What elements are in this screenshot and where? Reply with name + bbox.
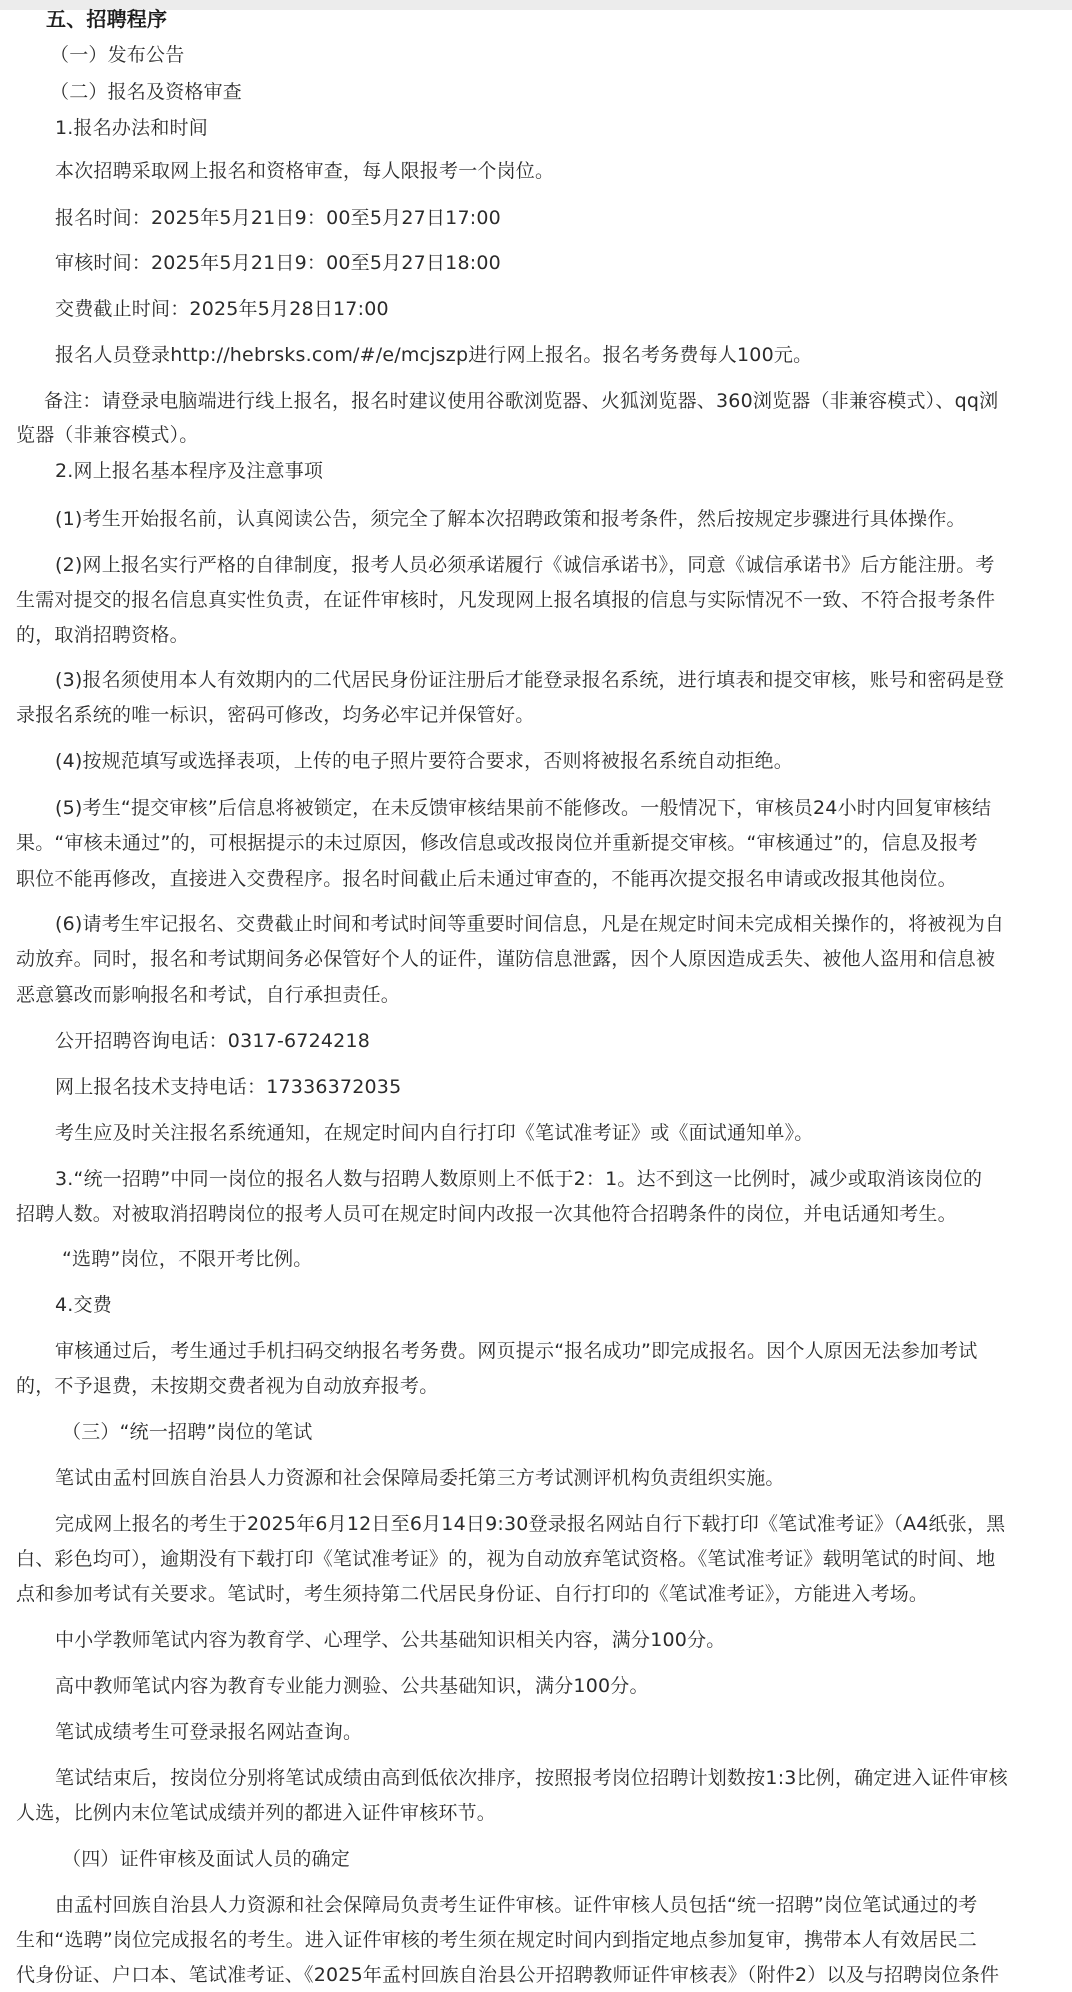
text-line: (6)请考生牢记报名、交费截止时间和考试时间等重要时间信息，凡是在规定时间未完成相关操作的，将被视为自: [55, 913, 1005, 935]
text-line: 笔试结束后，按岗位分别将笔试成绩由高到低依次排序，按照报考岗位招聘计划数按1:3比例，确定进入证件审核: [55, 1767, 1008, 1789]
text-line: 生需对提交的报名信息真实性负责，在证件审核时，凡发现网上报名填报的信息与实际情况不一致、不符合报考条件: [16, 589, 996, 611]
text-line: 人选，比例内末位笔试成绩并列的都进入证件审核环节。: [16, 1802, 497, 1824]
text-line: 本次招聘采取网上报名和资格审查，每人限报考一个岗位。: [55, 160, 555, 182]
text-line: 录报名系统的唯一标识，密码可修改，均务必牢记并保管好。: [16, 704, 535, 726]
section-title: 五、招聘程序: [46, 7, 168, 31]
text-line: 1.报名办法和时间: [55, 117, 208, 139]
text-line: (3)报名须使用本人有效期内的二代居民身份证注册后才能登录报名系统，进行填表和提交审核，账号和密码是登: [55, 669, 1005, 691]
text-line: （二）报名及资格审查: [50, 81, 243, 103]
text-line: （一）发布公告: [50, 44, 185, 66]
text-line: 报名时间：2025年5月21日9：00至5月27日17:00: [55, 207, 501, 229]
text-line: 动放弃。同时，报名和考试期间务必保管好个人的证件，谨防信息泄露，因个人原因造成丢失、被他人盗用和信息被: [16, 948, 996, 970]
text-line: 报名人员登录http://hebrsks.com/#/e/mcjszp进行网上报名。报名考务费每人100元。: [55, 344, 813, 366]
text-line: 览器（非兼容模式）。: [16, 424, 199, 446]
text-line: 笔试成绩考生可登录报名网站查询。: [55, 1721, 363, 1743]
text-line: 交费截止时间：2025年5月28日17:00: [55, 298, 389, 320]
text-line: 的，取消招聘资格。: [16, 624, 189, 646]
text-line: (4)按规范填写或选择表项，上传的电子照片要符合要求，否则将被报名系统自动拒绝。: [55, 750, 793, 772]
text-line: (2)网上报名实行严格的自律制度，报考人员必须承诺履行《诚信承诺书》，同意《诚信承诺书》后方能注册。考: [55, 554, 995, 576]
text-line: 高中教师笔试内容为教育专业能力测验、公共基础知识，满分100分。: [55, 1675, 649, 1697]
text-line: 3.“统一招聘”中同一岗位的报名人数与招聘人数原则上不低于2：1。达不到这一比例时，减少或取消该岗位的: [55, 1168, 983, 1190]
text-line: 生和“选聘”岗位完成报名的考生。进入证件审核的考生须在规定时间内到指定地点参加复审，携带本人有效居民二: [16, 1929, 977, 1951]
text-line: (5)考生“提交审核”后信息将被锁定，在未反馈审核结果前不能修改。一般情况下，审核员24小时内回复审核结: [55, 797, 992, 819]
text-line: 由孟村回族自治县人力资源和社会保障局负责考生证件审核。证件审核人员包括“统一招聘”岗位笔试通过的考: [55, 1894, 978, 1916]
text-line: 审核通过后，考生通过手机扫码交纳报名考务费。网页提示“报名成功”即完成报名。因个人原因无法参加考试: [55, 1340, 978, 1362]
text-line: 果。“审核未通过”的，可根据提示的未过原因，修改信息或改报岗位并重新提交审核。“审核通过”的，信息及报考: [16, 832, 978, 854]
text-line: 白、彩色均可），逾期没有下载打印《笔试准考证》的，视为自动放弃笔试资格。《笔试准考证》载明笔试的时间、地: [16, 1548, 996, 1570]
text-line: 2.网上报名基本程序及注意事项: [55, 460, 324, 482]
text-line: 4.交费: [55, 1294, 112, 1316]
text-line: 招聘人数。对被取消招聘岗位的报考人员可在规定时间内改报一次其他符合招聘条件的岗位，并电话通知考生。: [16, 1203, 957, 1225]
text-line: “选聘”岗位，不限开考比例。: [62, 1248, 313, 1270]
text-line: 公开招聘咨询电话：0317-6724218: [55, 1030, 371, 1052]
text-line: 代身份证、户口本、笔试准考证、《2025年孟村回族自治县公开招聘教师证件审核表》（附件2）以及与招聘岗位条件: [16, 1964, 1000, 1986]
text-line: 审核时间：2025年5月21日9：00至5月27日18:00: [55, 252, 501, 274]
text-line: （四）证件审核及面试人员的确定: [62, 1848, 351, 1870]
text-line: 的，不予退费，未按期交费者视为自动放弃报考。: [16, 1375, 439, 1397]
text-line: 笔试由孟村回族自治县人力资源和社会保障局委托第三方考试测评机构负责组织实施。: [55, 1467, 785, 1489]
text-line: 恶意篡改而影响报名和考试，自行承担责任。: [16, 984, 401, 1006]
text-line: 完成网上报名的考生于2025年6月12日至6月14日9:30登录报名网站自行下载打印《笔试准考证》（A4纸张，黑: [55, 1513, 1006, 1535]
text-line: （三）“统一招聘”岗位的笔试: [62, 1421, 313, 1443]
text-line: 备注：请登录电脑端进行线上报名，报名时建议使用谷歌浏览器、火狐浏览器、360浏览器（非兼容模式）、qq浏: [44, 390, 999, 412]
text-line: 网上报名技术支持电话：17336372035: [55, 1076, 402, 1098]
text-line: (1)考生开始报名前，认真阅读公告，须完全了解本次招聘政策和报考条件，然后按规定步骤进行具体操作。: [55, 508, 966, 530]
text-line: 职位不能再修改，直接进入交费程序。报名时间截止后未通过审查的，不能再次提交报名申请或改报其他岗位。: [16, 868, 957, 890]
text-line: 考生应及时关注报名系统通知，在规定时间内自行打印《笔试准考证》或《面试通知单》。: [55, 1122, 814, 1144]
text-line: 中小学教师笔试内容为教育学、心理学、公共基础知识相关内容，满分100分。: [55, 1629, 726, 1651]
text-line: 点和参加考试有关要求。笔试时，考生须持第二代居民身份证、自行打印的《笔试准考证》，方能进入考场。: [16, 1583, 929, 1605]
